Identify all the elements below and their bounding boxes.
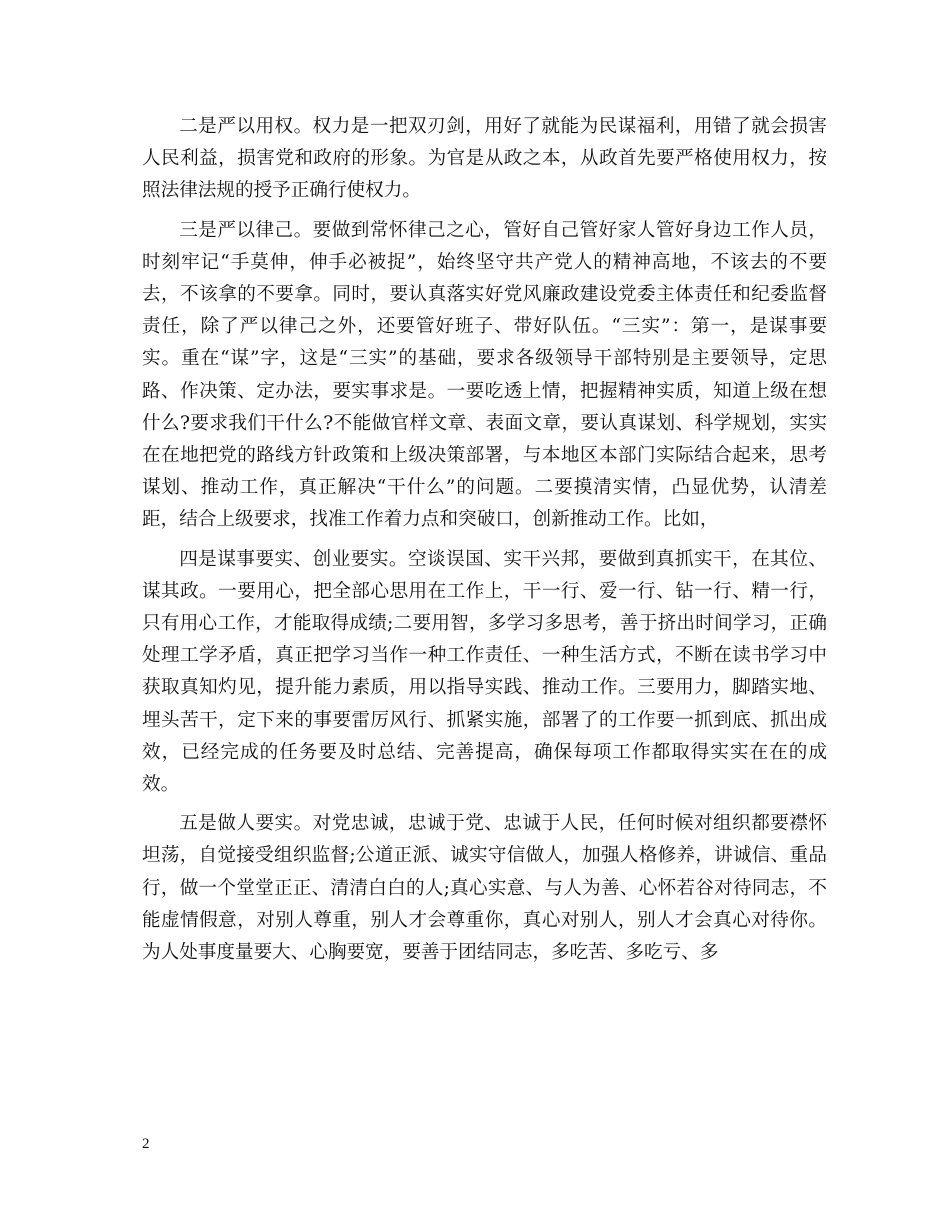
- page-number: 2: [142, 1136, 150, 1152]
- paragraph-strict-use-of-power: 二是严以用权。权力是一把双刃剑，用好了就能为民谋福利，用错了就会损害人民利益，损害党和政府的形象。为官是从政之本，从政首先要严格使用权力，按照法律法规的授予正确行使权力。: [142, 116, 827, 202]
- paragraph-practical-work: 四是谋事要实、创业要实。空谈误国、实干兴邦，要做到真抓实干，在其位、谋其政。一要用心，把全部心思用在工作上，干一行、爱一行、钻一行、精一行，只有用心工作，才能取得成绩;二要用智，多学习多思考，善于挤出时间学习，正确处理工学矛盾，真正把学习当作一种工作责任、一种生活方式，不断在读书学习中获取真知灼见，提升能力素质，用以指导实践、推动工作。三要用力，脚踏实地、埋头苦干，定下来的事要雷厉风行、抓紧实施，部署了的工作要一抓到底、抓出成效，已经完成的任务要及时总结、完善提高，确保每项工作都取得实实在在的成效。: [142, 548, 827, 796]
- paragraph-strict-self-discipline: 三是严以律己。要做到常怀律己之心，管好自己管好家人管好身边工作人员，时刻牢记“手莫伸，伸手必被捉”，始终坚守共产党人的精神高地，不该去的不要去，不该拿的不要拿。同时，要认真落实好党风廉政建设党委主体责任和纪委监督责任，除了严以律己之外，还要管好班子、带好队伍。“三实”：第一，是谋事要实。重在“谋”字，这是“三实”的基础，要求各级领导干部特别是主要领导，定思路、作决策、定办法，要实事求是。一要吃透上情，把握精神实质，知道上级在想什么?要求我们干什么?不能做官样文章、表面文章，要认真谋划、科学规划，实实在在地把党的路线方针政策和上级决策部署，与本地区本部门实际结合起来，思考谋划、推动工作，真正解决“干什么”的问题。二要摸清实情，凸显优势，认清差距，结合上级要求，找准工作着力点和突破口，创新推动工作。比如，: [142, 219, 827, 531]
- paragraph-practical-conduct: 五是做人要实。对党忠诚，忠诚于党、忠诚于人民，任何时候对组织都要襟怀坦荡，自觉接受组织监督;公道正派、诚实守信做人，加强人格修养，讲诚信、重品行，做一个堂堂正正、清清白白的人;真心实意、与人为善、心怀若谷对待同志，不能虚情假意，对别人尊重，别人才会尊重你，真心对别人，别人才会真心对待你。为人处事度量要大、心胸要宽，要善于团结同志，多吃苦、多吃亏、多: [142, 813, 827, 964]
- body-text: [142, 111, 827, 976]
